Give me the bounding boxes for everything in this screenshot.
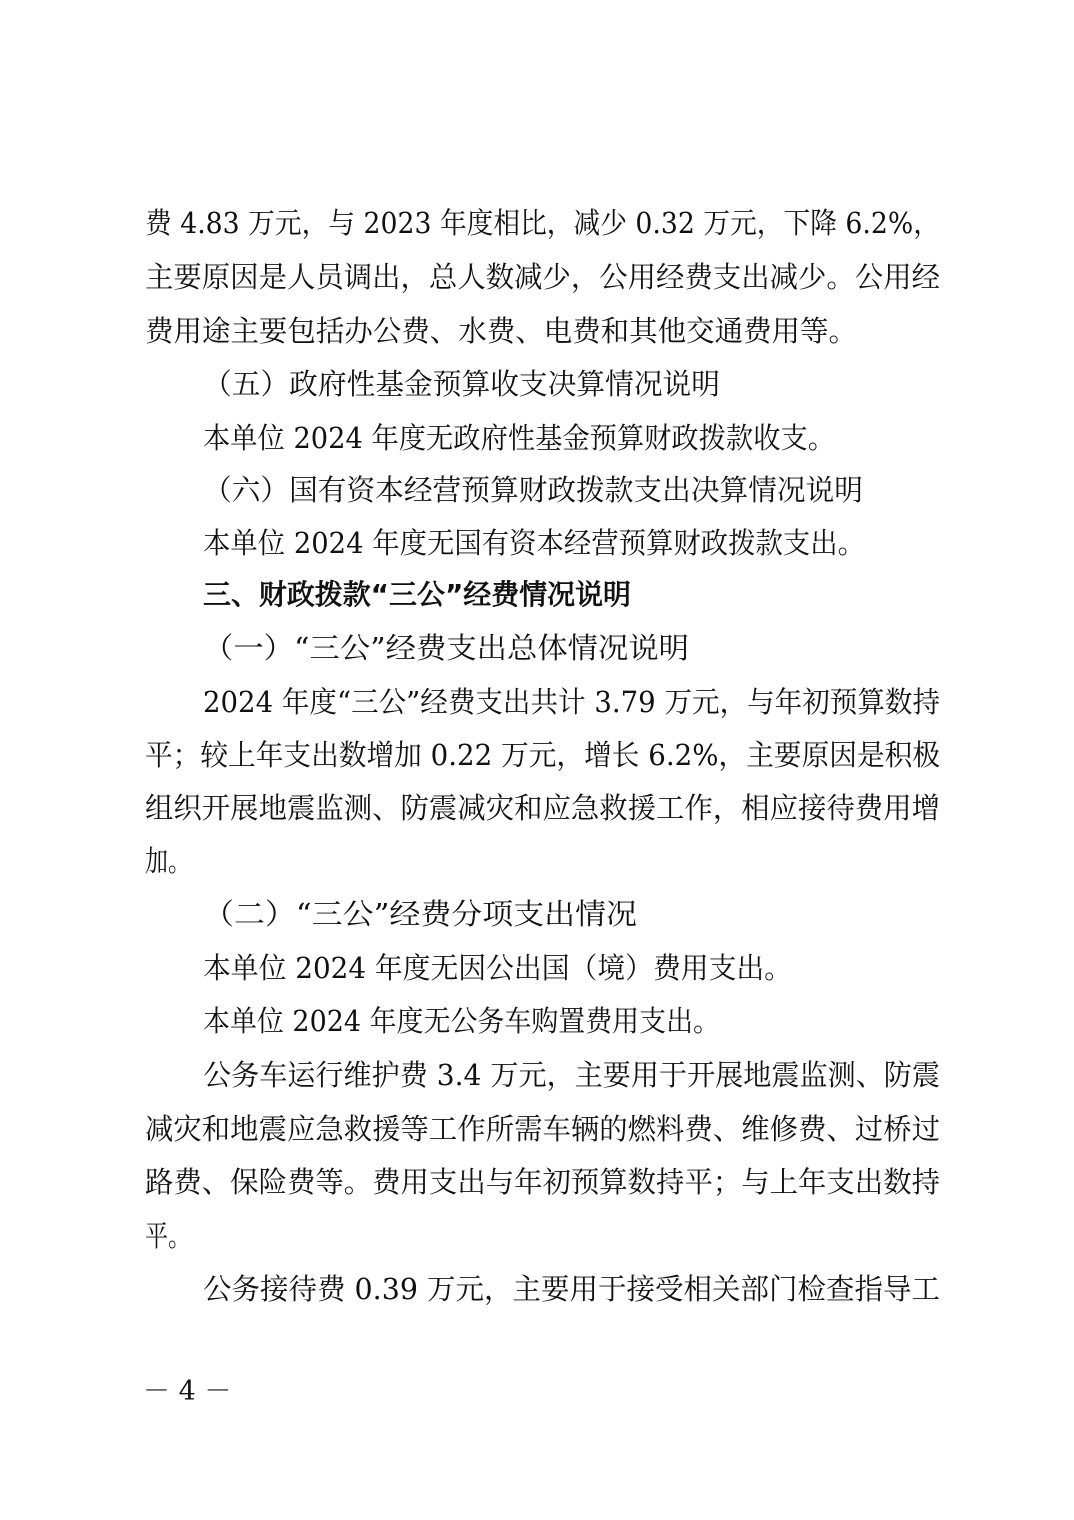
body-paragraph-line: [0, 303, 1074, 359]
text-line: 公务接待费 0.39 万元，主要用于接受相关部门检查指导工: [203, 1272, 940, 1306]
body-paragraph-line: [0, 833, 1074, 889]
text-line: 本单位 2024 年度无国有资本经营预算财政拨款支出。: [203, 526, 865, 560]
heading-text: （六）国有资本经营预算财政拨款支出决算情况说明: [203, 473, 863, 507]
heading-text: 三、财政拨款“三公”经费情况说明: [203, 578, 631, 611]
body-paragraph-line: [0, 515, 1074, 571]
text-line: 本单位 2024 年度无因公出国（境）费用支出。: [203, 951, 792, 985]
body-paragraph-line: [0, 940, 1074, 996]
text-line: 本单位 2024 年度无公务车购置费用支出。: [203, 1004, 720, 1038]
body-paragraph-line: [0, 993, 1074, 1049]
body-paragraph-line: [0, 1154, 1074, 1210]
heading-text: （一）“三公”经费支出总体情况说明: [203, 631, 689, 665]
section-heading: [0, 356, 1074, 412]
body-paragraph-line: [0, 410, 1074, 466]
text-line: 本单位 2024 年度无政府性基金预算财政拨款收支。: [203, 421, 835, 455]
text-line: 减灾和地震应急救援等工作所需车辆的燃料费、维修费、过桥过: [145, 1112, 940, 1146]
text-line: 公务车运行维护费 3.4 万元，主要用于开展地震监测、防震: [203, 1058, 940, 1092]
text-line: 平。: [145, 1219, 191, 1253]
section-heading: [0, 462, 1074, 518]
text-line: 主要原因是人员调出，总人数减少，公用经费支出减少。公用经: [145, 260, 940, 294]
chapter-heading: [0, 567, 1074, 623]
section-heading: [0, 620, 1074, 676]
text-line: 2024 年度“三公”经费支出共计 3.79 万元，与年初预算数持: [203, 685, 940, 719]
body-paragraph-line: [0, 1261, 1074, 1317]
heading-text: （二）“三公”经费分项支出情况: [203, 897, 637, 931]
body-paragraph-line: [0, 1047, 1074, 1103]
body-paragraph-line: [0, 195, 1074, 251]
text-line: 路费、保险费等。费用支出与年初预算数持平；与上年支出数持: [145, 1165, 940, 1199]
body-paragraph-line: [0, 1208, 1074, 1264]
page-number: － 4 －: [143, 1376, 232, 1407]
heading-text: （五）政府性基金预算收支决算情况说明: [203, 367, 720, 401]
text-line: 费用途主要包括办公费、水费、电费和其他交通费用等。: [145, 314, 857, 348]
section-heading: [0, 886, 1074, 942]
body-paragraph-line: [0, 780, 1074, 836]
body-paragraph-line: [0, 727, 1074, 783]
text-line: 平；较上年支出数增加 0.22 万元，增长 6.2%，主要原因是积极: [145, 738, 940, 772]
body-paragraph-line: [0, 674, 1074, 730]
text-line: 组织开展地震监测、防震减灾和应急救援工作，相应接待费用增: [145, 791, 940, 825]
text-line: 加。: [145, 844, 191, 878]
body-paragraph-line: [0, 249, 1074, 305]
body-paragraph-line: [0, 1101, 1074, 1157]
text-line: 费 4.83 万元，与 2023 年度相比，减少 0.32 万元，下降 6.2%，: [145, 206, 940, 240]
